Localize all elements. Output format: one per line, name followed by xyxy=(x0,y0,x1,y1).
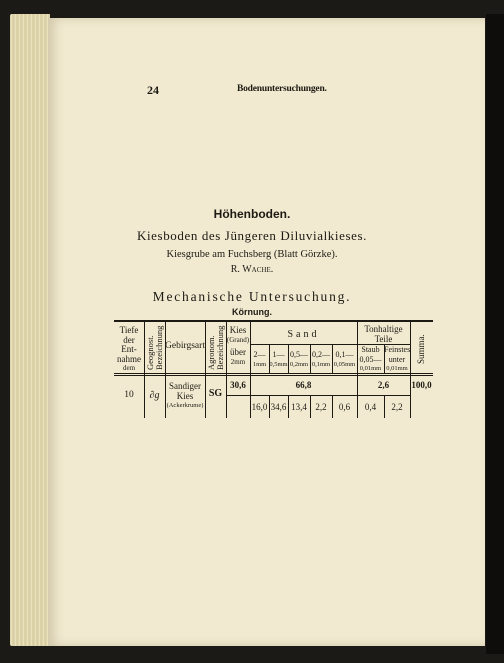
sand-sub-line: 1mm xyxy=(252,360,267,368)
header-feinstes-line: unter xyxy=(388,354,406,364)
cell-sand-total: 66,8 xyxy=(295,380,312,390)
header-tiefe-line: Ent- xyxy=(121,344,137,354)
cell-sand-value: 2,2 xyxy=(315,402,327,412)
header-geognost-1: Geognost. xyxy=(145,335,155,370)
header-sand-sub xyxy=(288,350,310,369)
header-feinstes-line: Feinstes xyxy=(384,345,411,354)
header-staub-line: 0,05— xyxy=(359,354,382,364)
table-top-rule xyxy=(114,320,433,322)
header-kies-line: (Grand) xyxy=(226,335,250,344)
header-kies-line: Kies xyxy=(229,325,247,335)
cell-sand-value: 0,6 xyxy=(338,402,351,412)
cell-tiefe: 10 xyxy=(124,390,134,400)
cell-gebirgsart xyxy=(165,382,205,411)
running-head: Bodenuntersuchungen. xyxy=(237,84,327,94)
sand-sub-line: 0,1mm xyxy=(311,360,331,368)
cell-sand-value: 13,4 xyxy=(291,402,307,412)
cell-geognost: ∂g xyxy=(149,390,160,401)
sand-sub-line: 0,5mm xyxy=(269,360,288,368)
gebirgsart-line: Sandiger xyxy=(169,381,201,391)
header-gebirgsart: Gebirgsart xyxy=(165,341,205,351)
header-feinstes xyxy=(384,345,410,374)
cell-agronom: SG xyxy=(208,388,223,399)
cell-staub: 0,4 xyxy=(364,402,377,412)
header-summa: Summa. xyxy=(416,334,426,364)
page-stack-edge xyxy=(10,14,50,646)
cell-feinstes: 2,2 xyxy=(391,402,403,412)
sand-sub-line: 0,5— xyxy=(290,350,308,359)
location: Kiesgrube am Fuchsberg (Blatt Görzke). xyxy=(166,249,338,260)
header-tiefe xyxy=(114,326,144,374)
sand-sub-line: 0,2mm xyxy=(289,360,309,368)
sand-sub-line: 0,05mm xyxy=(333,360,356,368)
sand-sub-line: 2— xyxy=(253,350,266,359)
col-divider xyxy=(410,322,411,418)
header-staub xyxy=(357,345,384,374)
subtotal-rule xyxy=(226,395,410,396)
cell-kies-sub: 16,0 xyxy=(251,402,268,412)
header-geognost-2: Bezeichnung xyxy=(154,325,164,370)
header-sand-sub xyxy=(269,350,288,369)
header-sand: Sand xyxy=(287,329,320,340)
cell-sand-value: 34,6 xyxy=(270,402,287,412)
header-sand-sub xyxy=(310,350,332,369)
gebirgsart-line: Kies xyxy=(176,390,194,401)
sand-sub-rule xyxy=(250,344,357,345)
header-sand-sub xyxy=(332,350,357,369)
section-heading: Mechanische Untersuchung. xyxy=(152,289,352,304)
header-kies-line: über xyxy=(230,347,246,357)
header-bottom-rule-2 xyxy=(114,375,433,376)
cell-ton-total: 2,6 xyxy=(377,380,390,390)
header-staub-line: Staub xyxy=(361,345,380,354)
right-edge-shadow xyxy=(486,14,504,654)
author: R. Wache. xyxy=(230,264,274,275)
page-number: 24 xyxy=(147,83,159,97)
header-tiefe-line: Tiefe xyxy=(119,325,139,335)
header-sand-sub xyxy=(250,350,269,369)
sand-sub-line: 0,1— xyxy=(335,350,354,359)
sand-sub-line: 0,2— xyxy=(312,350,330,359)
header-agronom-1: Agronom. xyxy=(206,335,216,370)
subsection-heading: Körnung. xyxy=(232,307,272,317)
header-ton-line: Teile xyxy=(374,333,393,344)
header-tiefe-line: dem xyxy=(122,364,136,372)
page-title: Höhenboden. xyxy=(213,207,291,221)
cell-kies-total: 30,6 xyxy=(230,380,246,390)
header-agronom-2: Bezeichnung xyxy=(215,325,225,370)
gebirgsart-line: (Ackerkrume) xyxy=(166,402,204,409)
header-ton-line: Tonhaltige xyxy=(364,324,403,334)
header-tonhaltige xyxy=(357,325,410,344)
header-feinstes-line: 0,01mm xyxy=(386,365,408,372)
header-staub-line: 0,01mm xyxy=(359,365,382,372)
cell-summa: 100,0 xyxy=(411,380,432,390)
header-kies-line: 2mm xyxy=(230,357,246,366)
sand-sub-line: 1— xyxy=(272,350,285,359)
header-kies xyxy=(226,326,250,367)
header-tiefe-line: nahme xyxy=(117,353,141,364)
subtitle: Kiesboden des Jüngeren Diluvialkieses. xyxy=(136,228,368,243)
header-tiefe-line: der xyxy=(123,334,135,345)
